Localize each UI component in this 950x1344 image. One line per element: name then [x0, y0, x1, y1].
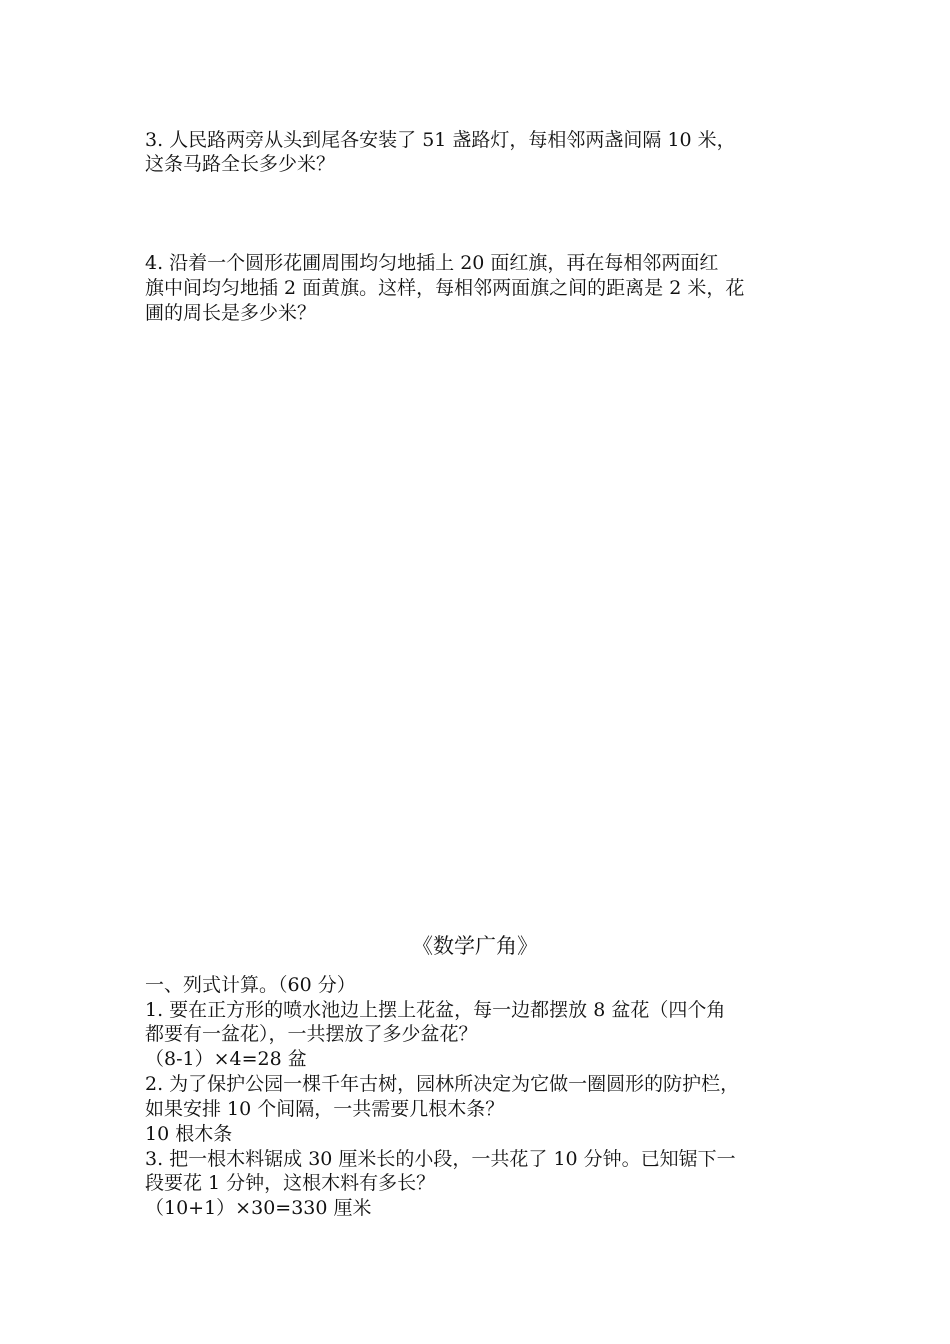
answer-item-1-answer: （8-1）×4=28 盆: [145, 1048, 307, 1070]
section-title: 《数学广角》: [412, 934, 538, 958]
problem-3-line-1: 3. 人民路两旁从头到尾各安装了 51 盏路灯，每相邻两盏间隔 10 米，: [145, 129, 736, 151]
answer-item-3-line-2: 段要花 1 分钟，这根木料有多长？: [145, 1172, 436, 1194]
answer-item-3-answer: （10+1）×30=330 厘米: [145, 1197, 372, 1219]
problem-4-line-1: 4. 沿着一个圆形花圃周围均匀地插上 20 面红旗，再在每相邻两面红: [145, 252, 719, 274]
problem-3-line-2: 这条马路全长多少米？: [145, 153, 336, 175]
answer-item-1-line-1: 1. 要在正方形的喷水池边上摆上花盆，每一边都摆放 8 盆花（四个角: [145, 999, 726, 1021]
problem-4-line-2: 旗中间均匀地插 2 面黄旗。这样，每相邻两面旗之间的距离是 2 米，花: [145, 277, 745, 299]
answer-item-3-line-1: 3. 把一根木料锯成 30 厘米长的小段，一共花了 10 分钟。已知锯下一: [145, 1148, 736, 1170]
answer-item-2-line-2: 如果安排 10 个间隔，一共需要几根木条？: [145, 1098, 505, 1120]
answer-item-1-line-2: 都要有一盆花），一共摆放了多少盆花？: [145, 1023, 478, 1045]
answer-item-2-answer: 10 根木条: [145, 1123, 233, 1145]
problem-4-line-3: 圃的周长是多少米？: [145, 302, 317, 324]
section-heading: 一、列式计算。（60 分）: [145, 974, 356, 996]
answer-item-2-line-1: 2. 为了保护公园一棵千年古树，园林所决定为它做一圈圆形的防护栏，: [145, 1073, 740, 1095]
